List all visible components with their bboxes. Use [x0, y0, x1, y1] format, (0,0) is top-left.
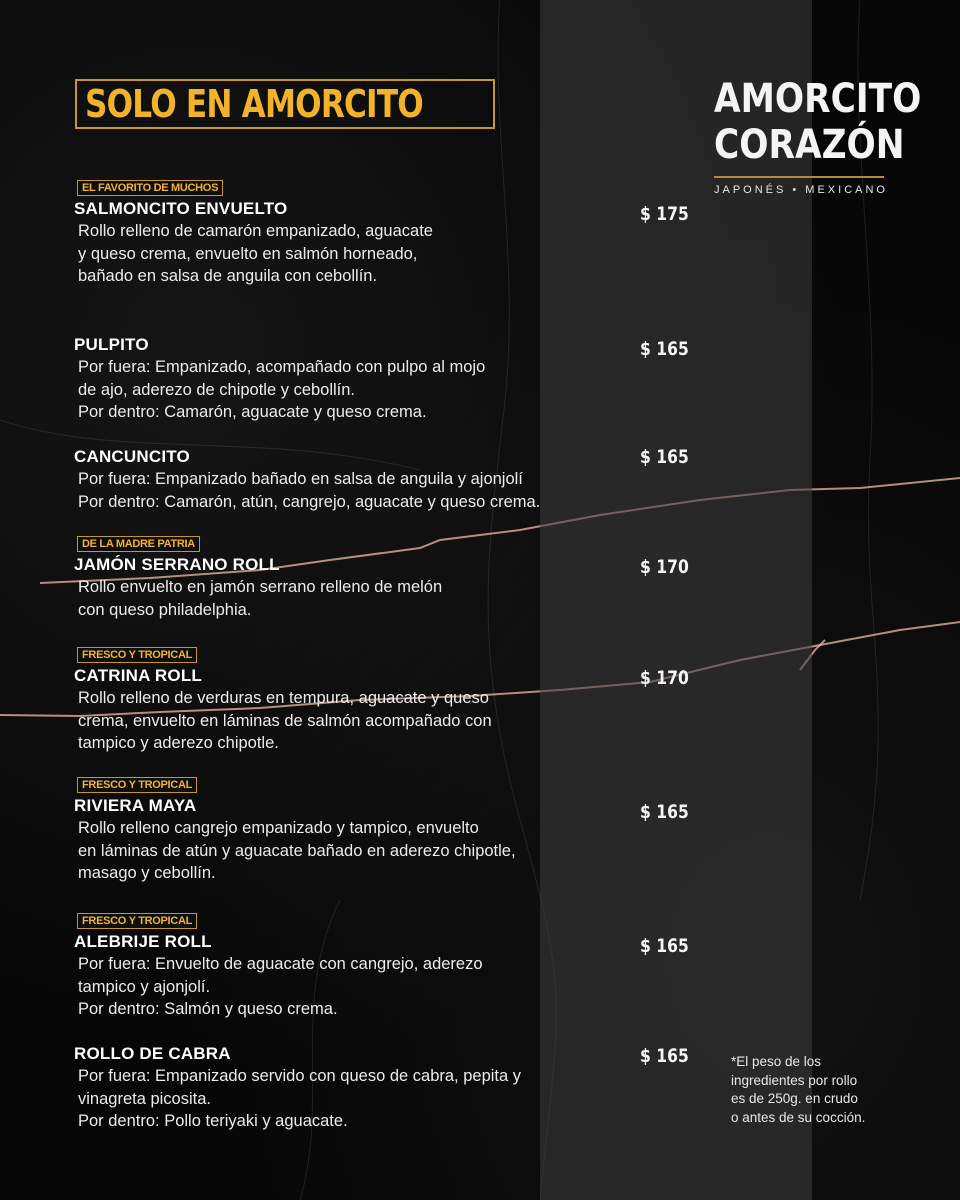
item-name: ALEBRIJE ROLL: [74, 932, 212, 951]
item-tag: DE LA MADRE PATRIA: [77, 536, 200, 552]
item-desc-line: Por fuera: Envuelto de aguacate con cangrejo, aderezo: [78, 955, 483, 973]
item-name: CATRINA ROLL: [74, 666, 202, 685]
menu-item-jamon-serrano: [74, 534, 694, 621]
item-desc-line: crema, envuelto en láminas de salmón acompañado con: [78, 711, 492, 730]
item-price: $ 170: [640, 556, 689, 578]
footnote-line: o antes de su cocción.: [731, 1109, 866, 1125]
item-price: $ 165: [640, 935, 689, 957]
menu-item-alebrije: [74, 911, 694, 1021]
menu-item-riviera-maya: [74, 775, 694, 885]
item-name: ROLLO DE CABRA: [74, 1044, 231, 1063]
item-tag: FRESCO Y TROPICAL: [77, 913, 197, 929]
item-tag: FRESCO Y TROPICAL: [77, 647, 197, 663]
footnote-line: es de 250g. en crudo: [731, 1091, 858, 1106]
logo-divider: [714, 176, 884, 178]
item-price: $ 165: [640, 338, 689, 360]
logo-line-2: CORAZÓN: [714, 122, 905, 168]
item-desc-line: Rollo relleno cangrejo empanizado y tampico, envuelto: [78, 819, 479, 837]
item-desc-line: en láminas de atún y aguacate bañado en aderezo chipotle,: [78, 841, 516, 860]
item-desc-line: masago y cebollín.: [78, 864, 216, 882]
section-title: SOLO EN AMORCITO: [85, 82, 423, 126]
item-price: $ 165: [640, 446, 689, 468]
item-desc-line: Rollo envuelto en jamón serrano relleno de melón: [78, 578, 443, 596]
logo-line-1: AMORCITO: [714, 76, 922, 122]
item-price: $ 165: [640, 801, 689, 823]
item-desc-line: bañado en salsa de anguila con cebollín.: [78, 267, 378, 285]
footnote-line: *El peso de los: [731, 1054, 822, 1069]
item-desc-line: tampico y aderezo chipotle.: [78, 734, 279, 752]
menu-item-catrina: [74, 645, 694, 755]
menu-item-rollo-de-cabra: [74, 1043, 694, 1133]
logo-tagline: JAPONÉS • MEXICANO: [714, 184, 888, 196]
weight-footnote: [731, 1053, 901, 1127]
item-desc-line: Por dentro: Camarón, atún, cangrejo, aguacate y queso crema.: [78, 492, 541, 511]
item-desc-line: Rollo relleno de camarón empanizado, aguacate: [78, 222, 433, 240]
menu-item-salmoncito: [74, 178, 694, 288]
item-name: CANCUNCITO: [74, 447, 190, 466]
item-desc-line: Por dentro: Pollo teriyaki y aguacate.: [78, 1112, 348, 1130]
item-desc-line: y queso crema, envuelto en salmón horneado,: [78, 244, 418, 263]
item-desc-line: Por fuera: Empanizado, acompañado con pulpo al mojo: [78, 358, 486, 376]
item-desc-line: Rollo relleno de verduras en tempura, aguacate y queso: [78, 689, 489, 707]
item-desc-line: Por fuera: Empanizado servido con queso de cabra, pepita y: [78, 1067, 522, 1085]
footnote-line: ingredientes por rollo: [731, 1072, 858, 1088]
item-tag: FRESCO Y TROPICAL: [77, 777, 197, 793]
item-name: PULPITO: [74, 335, 149, 354]
section-title-box: [75, 79, 495, 129]
item-tag: EL FAVORITO DE MUCHOS: [77, 180, 223, 196]
brand-logo: [714, 76, 922, 196]
item-price: $ 170: [640, 667, 689, 689]
item-desc-line: tampico y ajonjolí.: [78, 977, 211, 996]
item-desc-line: de ajo, aderezo de chipotle y cebollín.: [78, 380, 356, 399]
item-desc-line: vinagreta picosita.: [78, 1089, 211, 1108]
item-price: $ 165: [640, 1045, 689, 1067]
item-desc-line: con queso philadelphia.: [78, 600, 252, 619]
item-desc-line: Por fuera: Empanizado bañado en salsa de anguila y ajonjolí: [78, 470, 523, 488]
item-name: SALMONCITO ENVUELTO: [74, 199, 288, 218]
item-desc-line: Por dentro: Camarón, aguacate y queso crema.: [78, 403, 427, 421]
menu-item-pulpito: [74, 334, 694, 424]
item-name: JAMÓN SERRANO ROLL: [74, 555, 280, 574]
item-desc-line: Por dentro: Salmón y queso crema.: [78, 1000, 338, 1018]
menu-item-cancuncito: [74, 446, 694, 513]
item-price: $ 175: [640, 203, 689, 225]
item-name: RIVIERA MAYA: [74, 796, 197, 815]
